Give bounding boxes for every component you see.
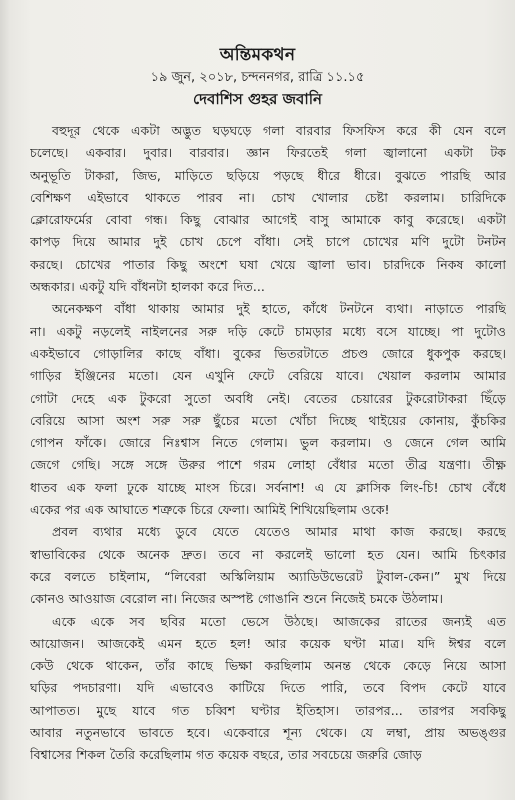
text-line: একইভাবে গোড়ালির কাছে বাঁধা। বুকের ভিতরটাতে প্রচণ্ড জোরে ধুকপুক করছে। [30,345,506,361]
text-line: জেগে গেছি। সঙ্গে সঙ্গে উরুর পাশে গরম লোহা বেঁধার মতো তীব্র যন্ত্রণা। তীক্ষ্ণ [30,457,506,473]
text-line: গোটা দেহে এক টুকরো সুতো অবধি নেই। বেতের চেয়ারের টুকরোটাকরা ছিঁড়ে [30,390,506,406]
text-line: চলেছে। একবার। দুবার। বারবার। জ্ঞান ফিরতেই গলা জ্বালানো একটা টক [30,145,506,161]
text-line: অনুভূতি টাকরা, জিভ, মাড়িতে ছড়িয়ে পড়ছে ধীরে ধীরে। বুঝতে পারছি আর [30,167,506,183]
paragraph [30,521,506,610]
text-line: কোনও আওয়াজ বেরোল না। নিজের অস্পষ্ট গোঙানি শুনে নিজেই চমকে উঠলাম। [30,591,443,607]
text-line: কাপড় দিয়ে আমার দুই চোখ চেপে বাঁধা। সেই চাপে চোখের মণি দুটো টনটন [30,234,506,250]
text-line: কেউ থেকে থাকেন, তাঁর কাছে ভিক্ষা করছিলাম অনন্ত থেকে কেড়ে নিয়ে আসা [30,658,506,674]
body-text [30,120,506,792]
text-line: অন্ধকার। একটু যদি বাঁধনটা হালকা করে দিত... [30,279,265,295]
text-line: করে বলতে চাইলাম, “লিবেরা অস্কিলিয়াম অ্যাডিউভেরেট টুবাল-কেন।” মুখ দিয়ে [30,568,506,584]
text-line: বহুদূর থেকে একটা অদ্ভুত ঘড়ঘড়ে গলা বারবার ফিসফিস করে কী যেন বলে [52,123,506,138]
chapter-title: অন্তিমকথন [219,45,296,65]
text-line: বেরিয়ে আসা অংশ সরু সরু ছুঁচের মতো খোঁচা দিচ্ছে থাইয়ের কোনায়, কুঁচকির [30,412,506,428]
paragraph [30,611,506,767]
text-line: আপাতত। মুছে যাবে গত চব্বিশ ঘণ্টার ইতিহাস। তারপর... তারপর সবকিছু [30,702,506,718]
text-line: ঘড়ির পদচারণা। যদি এভাবেও কাটিয়ে দিতে পারি, তবে বিপদ কেটে যাবে [30,680,506,696]
text-line: অনেকক্ষণ বাঁধা থাকায় আমার দুই হাতে, কাঁধে টনটনে ব্যথা। নাড়াতে পারছি [52,301,506,317]
paragraph [30,298,506,521]
text-line: স্বাভাবিকের থেকে অনেক দ্রুত। তবে না করলেই ভালো হত যেন। আমি চিৎকার [30,546,506,562]
text-line: একের পর এক আঘাতে শত্রুকে চিরে ফেলা। আমিই শিখিয়েছিলাম ওকে! [30,502,390,518]
text-line: ধাতব এক ফলা ঢুকে যাচ্ছে মাংস চিরে। সর্বনাশ! এ যে ক্লাসিক লিং-চি! চোখ বেঁধে [30,479,506,495]
text-line: বিশ্বাসের শিকল তৈরি করেছিলাম গত কয়েক বছরে, তার সবচেয়ে জরুরি জোড় [30,747,422,763]
text-line: গোপন ফাঁকে। জোরে নিঃশ্বাস নিতে গেলাম। ভুল করলাম। ও জেনে গেল আমি [30,435,506,451]
text-line: আবার নতুনভাবে ভাবতে হবে। একেবারে শূন্য থেকে। যে লম্বা, প্রায় অভঙ্গুর [30,725,506,741]
text-line: বেশিক্ষণ এইভাবে থাকতে পারব না। চোখ খোলার চেষ্টা করলাম। চারিদিকে [30,189,506,205]
text-line: না। একটু নড়লেই নাইলনের সরু দড়ি কেটে চামড়ার মধ্যে বসে যাচ্ছে। পা দুটোও [30,323,506,339]
dateline: ১৯ জুন, ২০১৮, চন্দননগর, রাত্রি ১১.১৫ [150,70,365,85]
text-line: একে একে সব ছবির মতো ভেসে উঠছে। আজকের রাতের জন্যই এত [52,613,506,629]
chapter-subheading: দেবাশিস গুহর জবানি [193,90,322,108]
chapter-header [0,44,515,110]
text-line: ক্লোরোফর্মের বোবা গন্ধ। কিছু বোঝার আগেই বাসু আমাকে কাবু করেছে। একটা [30,212,506,228]
paragraph [30,120,506,298]
text-line: করছে। চোখের পাতার কিছু অংশে ঘষা খেয়ে জ্বালা ভাব। চারদিকে নিকষ কালো [30,256,506,272]
page-gutter-shadow [0,0,10,800]
text-line: আয়োজন। আজকেই এমন হতে হল! আর কয়েক ঘণ্টা মাত্র। যদি ঈশ্বর বলে [30,635,506,651]
text-line: গাড়ির ইঞ্জিনের মতো। যেন এখুনি ফেটে বেরিয়ে যাবে। খেয়াল করলাম আমার [30,368,506,384]
text-line: প্রবল ব্যথার মধ্যে ডুবে যেতে যেতেও আমার মাথা কাজ করছে। করছে [52,524,506,540]
